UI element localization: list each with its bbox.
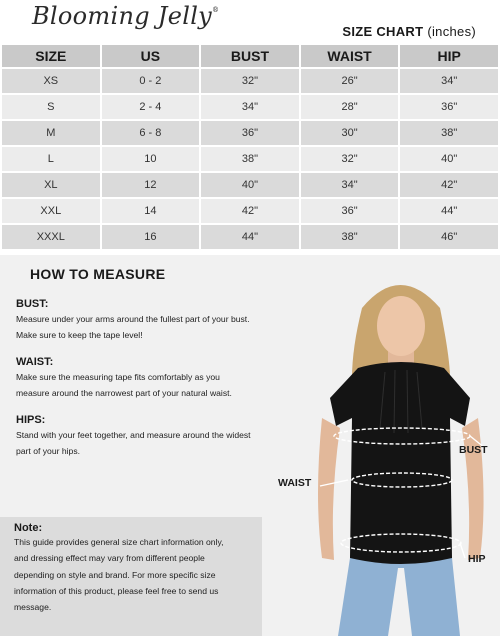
jeans-shape	[338, 558, 460, 636]
note-line: message.	[14, 602, 52, 613]
note-line: information of this product, please feel free to send us	[14, 585, 219, 596]
header-bust: BUST	[201, 45, 299, 67]
cell-size: XXL	[2, 199, 100, 223]
cell-us: 16	[102, 225, 200, 249]
bust-label: BUST	[459, 444, 488, 456]
cell-waist: 34"	[301, 173, 399, 197]
bust-line: Make sure to keep the tape level!	[16, 330, 143, 340]
cell-us: 12	[102, 173, 200, 197]
header-us: US	[102, 45, 200, 67]
left-arm	[318, 418, 340, 560]
cell-hip: 38"	[400, 121, 498, 145]
note-text	[14, 534, 254, 615]
header-hip: HIP	[400, 45, 498, 67]
registered-mark: ®	[212, 6, 220, 14]
table-row	[2, 69, 498, 93]
cell-us: 14	[102, 199, 200, 223]
bust-section-text	[16, 311, 278, 343]
hips-line: part of your hips.	[16, 446, 81, 456]
header-waist: WAIST	[301, 45, 399, 67]
waist-label: WAIST	[278, 477, 312, 489]
table-header-row	[2, 45, 498, 67]
waist-line: measure around the narrowest part of your natural waist.	[16, 388, 232, 398]
cell-us: 6 - 8	[102, 121, 200, 145]
brand-name: Blooming Jelly	[32, 2, 213, 30]
size-chart-title	[342, 24, 476, 39]
table-row	[2, 121, 498, 145]
note-line: This guide provides general size chart information only,	[14, 537, 224, 547]
cell-hip: 46"	[400, 225, 498, 249]
cell-bust: 38"	[201, 147, 299, 171]
waist-section-text	[16, 369, 278, 401]
cell-size: XL	[2, 173, 100, 197]
cell-bust: 40"	[201, 173, 299, 197]
note-line: and dressing effect may vary from different people	[14, 553, 205, 564]
cell-bust: 36"	[201, 121, 299, 145]
cell-hip: 36"	[400, 95, 498, 119]
right-arm	[462, 418, 484, 560]
cell-bust: 34"	[201, 95, 299, 119]
note-title: Note:	[14, 522, 43, 534]
size-chart-table	[0, 43, 500, 251]
bust-line: Measure under your arms around the fullest part of your bust.	[16, 314, 250, 324]
size-chart-heading: SIZE CHART	[342, 24, 424, 39]
cell-hip: 34"	[400, 69, 498, 93]
hip-pointer	[460, 543, 465, 558]
black-top-shape	[330, 362, 470, 564]
cell-waist: 32"	[301, 147, 399, 171]
cell-size: XS	[2, 69, 100, 93]
face-shape	[377, 296, 425, 356]
cell-bust: 32"	[201, 69, 299, 93]
brand-logo	[32, 2, 219, 30]
hips-line: Stand with your feet together, and measure around the widest	[16, 430, 251, 440]
cell-hip: 44"	[400, 199, 498, 223]
table-row	[2, 199, 498, 223]
cell-waist: 30"	[301, 121, 399, 145]
hips-section-text	[16, 427, 278, 459]
hips-section-title: HIPS:	[16, 414, 46, 426]
how-to-measure-title: HOW TO MEASURE	[30, 266, 166, 282]
table-row	[2, 225, 498, 249]
waist-section-title: WAIST:	[16, 356, 54, 368]
cell-waist: 28"	[301, 95, 399, 119]
cell-waist: 38"	[301, 225, 399, 249]
cell-size: M	[2, 121, 100, 145]
cell-size: XXXL	[2, 225, 100, 249]
cell-us: 0 - 2	[102, 69, 200, 93]
cell-waist: 36"	[301, 199, 399, 223]
cell-us: 10	[102, 147, 200, 171]
bust-section-title: BUST:	[16, 298, 49, 310]
table-row	[2, 95, 498, 119]
cell-waist: 26"	[301, 69, 399, 93]
waist-line: Make sure the measuring tape fits comfortably as you	[16, 372, 220, 382]
size-chart-unit: (inches)	[427, 24, 476, 39]
cell-size: L	[2, 147, 100, 171]
note-line: depending on style and brand. For more specific size	[14, 569, 216, 580]
cell-size: S	[2, 95, 100, 119]
cell-bust: 42"	[201, 199, 299, 223]
hip-label: HIP	[468, 553, 486, 565]
table-row	[2, 173, 498, 197]
cell-hip: 40"	[400, 147, 498, 171]
table-row	[2, 147, 498, 171]
cell-hip: 42"	[400, 173, 498, 197]
cell-us: 2 - 4	[102, 95, 200, 119]
cell-bust: 44"	[201, 225, 299, 249]
header-size: SIZE	[2, 45, 100, 67]
